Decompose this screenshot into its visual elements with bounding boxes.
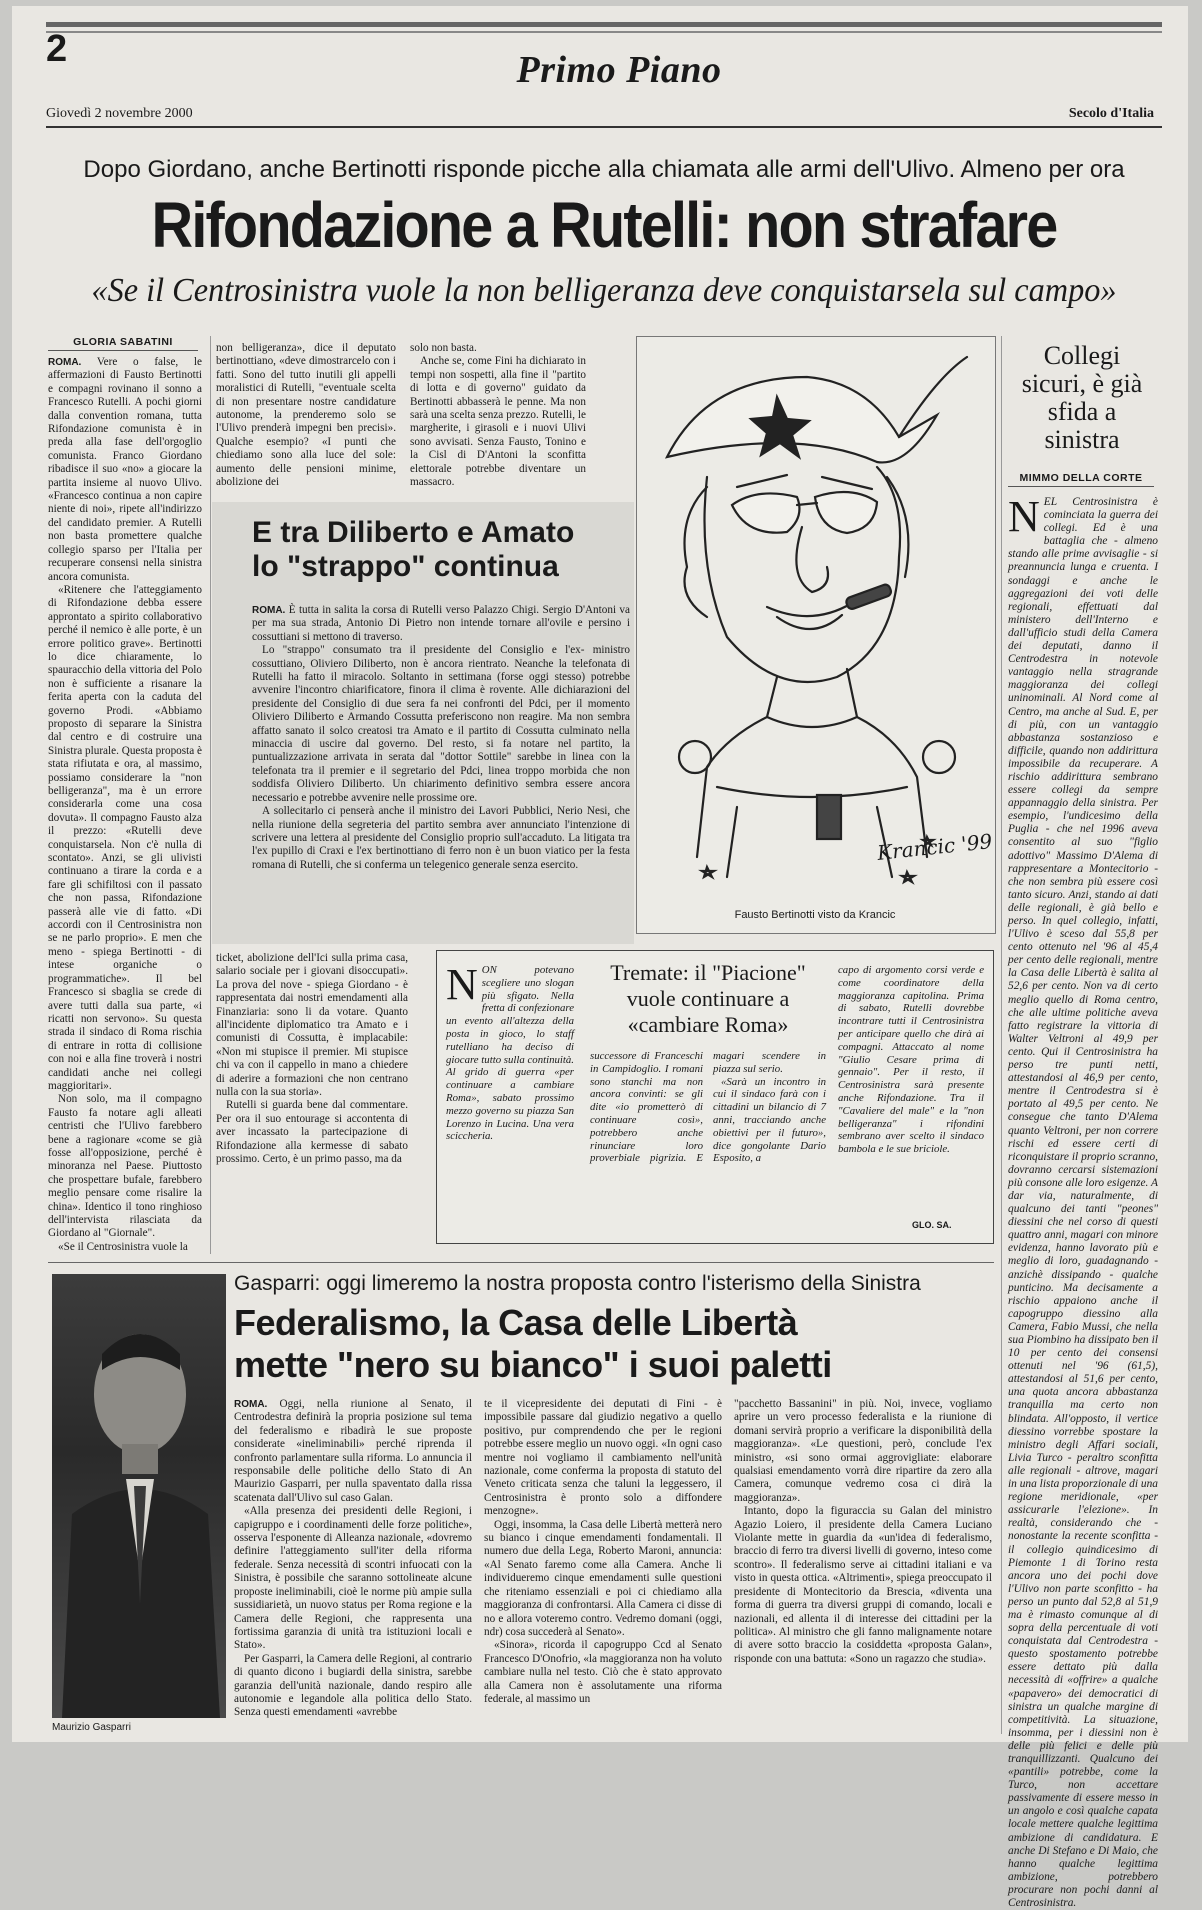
inset-headline-line1: E tra Diliberto e Amato <box>252 516 575 549</box>
lead-column-3 <box>410 342 586 492</box>
paragraph: capo di argomento corsi verde e come coordinatore della maggioranza capitolina. Prima di sabato, Rutelli dovrebbe incontrare tutti il Centrosinistra per anticipare quello che dirà ai compagni. Attaccato al nome "Giulio Cesare prima di gennaio". Per il resto, il Centrosinistra sarà presente anche Rifondazione. Tra il "Cavaliere del male" e la "non belligeranza" i rifondini sembrano aver scelto il sindaco bambola e le sue briciole. <box>838 964 984 1156</box>
paragraph: "pacchetto Bassanini" in più. Noi, invece, vogliamo aprire un vero processo federalista e la riunione di domani servirà proprio a verificare la disponibilità della maggioranza». «Le questioni, però, conclude l'ex ministro, «si sono ormai aggrovigliate: elaborare qualsiasi emendamento vorrà dire ripartire da zero alla Camera, comunque vedremo cosa ci dirà la maggioranza». <box>734 1398 992 1504</box>
paragraph: A sollecitarlo ci penserà anche il ministro dei Lavori Pubblici, Nerio Nesi, che nella riunione della segreteria del partito sembra aver annunciato l'intenzione di scrivere una lettera al presidente del Consiglio proprio sull'accaduto. La litigata tra l'ex pupillo di Craxi e l'ex bertinottiano di ferro non è un buon viatico per la festa romana di Rutelli, che si conferma un telegenico generale senza esercito. <box>252 805 630 871</box>
paragraph: «Alla presenza dei presidenti delle Regioni, i capigruppo e i coordinamenti delle forze politiche», osserva l'esponente di Alleanza nazionale, «dovremo definire l'atteggiamento sull'iter della riforma federale. Senza necessità di scontri infuocati con la Sinistra, è possibile che saranno sottolineate alcune proposte ineliminabili, cioè le norme più ampie sulla sussidiarietà, un nuovo status per Roma regione e la Camera delle Regioni, che rappresenta una fortissima garanzia di unità tra istituzioni locali e Stato». <box>234 1505 472 1652</box>
inset-dateline: ROMA. <box>252 605 286 616</box>
paragraph: te il vicepresidente dei deputati di Fini - è impossibile passare dal giudizio negativo a quello positivo, pur comprendendo che per le regioni potrebbe essere meglio un nuovo oggi. «In ogni caso mentre noi vogliamo il cambiamento nell'unità nazionale, come conferma la proposta di statuto del Veneto criticata senza che taluni la leggessero, il Centrosinistra è pronto solo a diffondere menzogne». <box>484 1398 722 1518</box>
paragraph: successore di Franceschi in Campidoglio. I romani sono stanchi ma non ancora convinti: se gli dite «io prometterò di continuare così», potrebbero anche rinunciare loro proverbiale pigrizia. E magari scendere in piazza sul serio. <box>590 1050 826 1165</box>
paragraph: ON potevano scegliere uno slogan più sfigato. Nella fretta di confezionare un evento all'altezza della posta in gioco, lo staff rutelliano ha deciso di giocare tutto sulla continuità. Al grido di guerra «per continuare a cambiare Roma», sabato prossimo mezzo governo su piazza San Lorenzo in Lucina. Una vera sciccheria. <box>446 964 574 1143</box>
tremate-dropcap: N <box>446 960 478 1009</box>
second-headline-line1: Federalismo, la Casa delle Libertà <box>234 1302 798 1343</box>
inset-headline <box>252 516 632 584</box>
second-headline-line2: mette "nero su bianco" i suoi paletti <box>234 1344 832 1385</box>
tremate-col-2 <box>590 1050 826 1232</box>
section-rule <box>48 1262 994 1263</box>
sidebar-body <box>1008 492 1158 1910</box>
page-number: 2 <box>46 28 68 70</box>
lead-column-lower <box>216 952 408 1248</box>
second-column-1 <box>234 1398 472 1734</box>
lead-subheadline: «Se il Centrosinistra vuole la non belligeranza deve conquistarsela sul campo» <box>91 272 1117 309</box>
masthead-rule <box>46 126 1162 128</box>
paragraph: Anche se, come Fini ha dichiarato in tempi non sospetti, alla fine il "partito di lotta e di governo" guidato da Bertinotti abbasserà le penne. Ma non sarà una scelta senza prezzo. Rutelli, le margherite, i girasoli e i nuovi Ulivi sono avvisati. Senza Fausto, Tonino e la Cisl di D'Antoni la sconfitta elettorale potrebbe diventare un massacro. <box>410 355 586 489</box>
paragraph: ticket, abolizione dell'Ici sulla prima casa, salario sociale per i giovani disoccupati». La prova del nove - spiega Giordano - è rappresentata dai nostri emendamenti alla Finanziaria: sono li da votare. Quanto all'incidente diplomatico tra Amato e i comunisti di Cossutta, è implacabile: «Non mi stupisce il premier. Mi stupisce chi va con il cappello in mano a chiedere di aderire a formazioni che non centrano nulla con la sua storia». <box>216 952 408 1099</box>
photo-gasparri <box>52 1274 226 1718</box>
paragraph: solo non basta. <box>410 342 477 354</box>
paragraph: «Se il Centrosinistra vuole la <box>58 1240 188 1253</box>
newspaper-page <box>12 6 1188 1910</box>
caricature-caption: Fausto Bertinotti visto da Krancic <box>734 909 896 921</box>
paragraph: Non solo, ma il compagno Fausto fa notare agli alleati centristi che l'Ulivo farebbero bene a ragionare «come se già fosse all'opposizione, perché è minoranza nel Paese. Piuttosto che prospettare bufale, farebbero meglio pensare come risalire la china». Identico il tono ringhioso dell'intervista rilasciata da Giordano al "Giornale". <box>48 1093 202 1240</box>
second-dateline: ROMA. <box>234 1399 268 1410</box>
top-rule <box>46 22 1162 27</box>
top-rule-thin <box>46 31 1162 33</box>
portrait-silhouette <box>52 1274 226 1718</box>
paragraph: non belligeranza», dice il deputato bertinottiano, «deve dimostrarcelo con i fatti. Sono del tutto inutili gli appelli moralistici di Rutelli, "eventuale scelta di non presentare nostre candidature autonome, la prenderemo solo se l'Ulivo prenderà impegni ben precisi». Qualche esempio? «I punti che chiediamo sono alla luce del sole: aumento delle pensioni minime, abolizione dei <box>216 342 396 489</box>
caricature-signature: Krancic '99 <box>876 829 994 865</box>
inset-headline-line2: lo "strappo" continua <box>252 550 559 583</box>
paragraph: Lo "strappo" consumato tra il presidente del Consiglio e l'ex- ministro cossuttiano, Oliviero Diliberto, non è ancora rientrato. Neanche la telefonata di Rutelli ha fatto il miracolo. Soltanto in settimana (forse oggi stesso) potrebbe avvenire l'incontro chiarificatore, finora il clima è rovente. Alle dichiarazioni del presidente del Consiglio di due sera fa nei confronti del Pdci, per il momento Oliviero Diliberto e Armando Cossutta preferiscono non reagire. Ma non sembra affatto sanato il solco creatosi tra Amato e il partito di Cossutta culminato nella minaccia di uscire dal governo. Del resto, si fa notare nel partito, la puntualizzazione arrivata in serata dal "dottor Sottile" sarebbe in linea con la telefonata tra il premier e il segretario del Pdci, linea troppo morbida che non soddisfa Oliviero Diliberto. Un chiarimento definitivo sembra essere ancora necessario e potrebbe avvenire nelle prossime ore. <box>252 644 630 804</box>
inset-body <box>252 604 630 934</box>
lead-byline: GLORIA SABATINI <box>48 336 198 351</box>
column-rule <box>1001 336 1002 1734</box>
sidebar-dropcap: N <box>1008 492 1040 541</box>
second-column-3 <box>734 1398 992 1734</box>
tremate-signature: GLO. SA. <box>912 1220 952 1230</box>
second-headline <box>234 1302 994 1386</box>
caricature-frame <box>636 336 996 934</box>
section-title: Primo Piano <box>516 49 722 91</box>
tremate-col-3 <box>838 964 984 1218</box>
lead-kicker: Dopo Giordano, anche Bertinotti risponde picche alla chiamata alle armi dell'Ulivo. Almeno per ora <box>83 156 1125 183</box>
paragraph: EL Centrosinistra è cominciata la guerra dei collegi. Ed è una battaglia che - almeno stando alle prime avvisaglie - si preannuncia lunga e cruenta. I sondaggi e anche le aggregazioni dei voti delle regionali, effettuati dal ministero dell'Interno e dall'ufficio studi della Camera dei deputati, danno il Centrodestra in notevole vantaggio nella stragrande maggioranza dei collegi uninominali. Al Nord come al Centro, ma anche al Sud. E, per di più, con un vantaggio abbastanza sostanzioso e difficile, quando non addirittura impossibile da recuperare. A rischio addirittura sembrano essere collegi da sempre appannaggio della sinistra. Per esempio, l'undicesimo della Puglia - che nel 1996 aveva consentito al suo "figlio adottivo" Massimo D'Alema di rappresentare a Montecitorio - che non sembra più essere così tanto sicuro. Anzi, stando ai dati delle regionali, è già bello e perso. In quel collegio, infatti, l'Ulivo è sceso dal 55,8 per cento ottenuto nel '96 al 45,4 per cento delle regionali, mentre la Casa delle Libertà è salita al 52,6 per cento. Non va di certo meglio quello di Roma centro, che alle ultime politiche aveva fatto registrare la vittoria di Walter Veltroni al 49,9 per cento. Qui il Centrosinistra ha perso tre punti netti, attestandosi al 46,9 per cento, mentre il Centrodestra si è portato al 49,5 per cento. Ne consegue che tanto D'Alema quanto Veltroni, per non correre rischi ed essere certi di riconquistare il proprio scranno, dovranno cercarsi sistemazioni più consone alle loro esigenze. A dar via, naturalmente, di qualcuno dei tanti "peones" diessini che nel corso di questi quattro anni, magari con minore evidenza, hanno lavorato più e meglio di loro, guadagnando - anzichè dissipando - qualche punticino. Ma decisamente a rischio appaiono anche il capogruppo diessino alla Camera, Fabio Mussi, che nella sua Piombino ha dissipato ben il 10 per cento dei consensi ottenuti nel '96 (61,5), attestandosi al 51,6 per cento, una quota ancora abbastanza tranquilla ma certo non blindata. All'opposto, il vertice diessino vorrebbe spostare la ministro degli Affari sociali, Livia Turco - peraltro sconfitta alle regionali - altrove, magari in una lista proporzionale di una regione meridionale, «per assicurarle l'elezione». In realtà, considerando che - nonostante la recente sconfitta - il collegio quindicesimo di Piemonte 1 di Torino resta ancora uno dei pochi dove l'Ulivo non parte sconfitto - ha perso un punto dal 52,8 al 51,9 ma è rimasto comunque al di sopra della percentuale di voti conquistata dal Centrodestra - questo spostamento potrebbe essere dettato più dalla necessità di «offrire» a qualche «papavero» dei democratici di sinistra un qualche margine di competitività. La situazione, insomma, per i diessini non è delle più felici e delle più tranquillizzanti. Qualcuno dei «pantili» potrebbe, come la Turco, non accettare passivamente di essere messo in un angolo e così qualche capata locale mettere qualche legittima ambizione di candidatura. E anche Di Stefano e Di Maio, che hanno qualche legittima ambizione, potrebbero procurare non pochi danni al Centrosinistra. <box>1008 496 1158 1910</box>
lead-column-2 <box>216 342 396 492</box>
publication-date: Giovedì 2 novembre 2000 <box>46 106 193 121</box>
tremate-col-1 <box>446 960 574 1230</box>
paragraph: Oggi, insomma, la Casa delle Libertà metterà nero su bianco i cinque emendamenti fondamentali. Il numero due della Lega, Roberto Maroni, annuncia: «Al Senato faremo come alla Camera. Anche li individueremo cinque emendamenti sulle questioni che riteniamo essenziali e poi ci chiediamo alla maggioranza di confrontarsi. Alla Camera ci disse di no e allora voteremo contro. Vedremo domani (oggi, ndr) cosa succederà al Senato». <box>484 1518 722 1638</box>
paragraph: «Sarà un incontro in cui il sindaco farà con i cittadini un bilancio di 7 anni, tracciando anche obiettivi per il futuro», dice gongolante Dario Esposito, a <box>713 1075 826 1165</box>
caricature-drawing <box>637 337 993 897</box>
paper-name: Secolo d'Italia <box>1068 106 1154 121</box>
paragraph: Oggi, nella riunione al Senato, il Centrodestra definirà la propria posizione sul tema del federalismo e ribadirà le sue proposte considerate «ineliminabili» perché riprenda il confronto parlamentare sulla riforma. Lo annuncia il responsabile delle politiche dello Stato di An Maurizio Gasparri, per nulla spaventato dalla rissa scatenata dall'Ulivo sul caso Galan. <box>234 1398 472 1504</box>
lead-dateline: ROMA. <box>48 357 82 368</box>
sidebar-byline: MIMMO DELLA CORTE <box>1008 472 1154 487</box>
paragraph: Rutelli si guarda bene dal commentare. Per ora il suo entourage si accontenta di aver incassato la partecipazione di Rifondazione alla kermesse di sabato prossimo. Certo, è un primo passo, ma da <box>216 1099 408 1166</box>
second-column-2 <box>484 1398 722 1734</box>
paragraph: Intanto, dopo la figuraccia su Galan del ministro Agazio Loiero, il presidente della Camera Luciano Violante mette in guardia da «un'idea di federalismo, braccio di ferro tra diversi livelli di governo, inteso come scontro». Il federalismo serve ai cittadini italiani e va visto in questa ottica. «Altrimenti», spiega preoccupato il presidente di Montecitorio da Brescia, «diventa una forma di guerra tra diversi gruppi di comando, locali e nazionali, ed allenta il di interesse dei cittadini per la politica». Al ministro che gli fanno malignamente notare di avere sotto braccio la cosiddetta «proposta Galan», risponde con una battuta: «Sono un ragazzo che studia». <box>734 1505 992 1665</box>
paragraph: «Sinora», ricorda il capogruppo Ccd al Senato Francesco D'Onofrio, «la maggioranza non ha voluto cambiare nulla nel testo. Ciò che è stato approvato alla Camera non è assolutamente una riforma federale, al massimo un <box>484 1639 722 1705</box>
tremate-headline: Tremate: il "Piacione" vuole continuare a «cambiare Roma» <box>610 960 806 1037</box>
sidebar-headline: Collegi sicuri, è già sfida a sinistra <box>1021 341 1143 454</box>
second-kicker: Gasparri: oggi limeremo la nostra proposta contro l'isterismo della Sinistra <box>234 1272 921 1295</box>
paragraph: Per Gasparri, la Camera delle Regioni, al contrario di quanto dicono i bugiardi della sinistra, sarebbe garanzia dell'unità nazionale, dando respiro alle autonomie e legandole alla politica dello Stato. Senza questi emendamenti «avrebbe <box>234 1652 472 1719</box>
lead-headline: Rifondazione a Rutelli: non strafare <box>151 189 1057 261</box>
photo-caption: Maurizio Gasparri <box>52 1722 131 1733</box>
paragraph: È tutta in salita la corsa di Rutelli verso Palazzo Chigi. Sergio D'Antoni va per ma sua strada, Antonio Di Pietro non intende tornare all'ovile e persino i cossuttiani si mettono di traverso. <box>252 604 630 643</box>
column-rule <box>210 336 211 1254</box>
paragraph: Vere o false, le affermazioni di Fausto Bertinotti e compagni rovinano il sonno a Francesco Rutelli. A pochi giorni dalla convention romana, tutta Rifondazione comunista è in preda alla fase dell'orgoglio comunista. Franco Giordano ribadisce il suo «no» a giocare la partita insieme al nuovo Ulivo. «Francesco continua a non capire niente di noi», ripete all'indirizzo del candidato premier. A Rutelli non basta promettere qualche collegio sparso per l'Italia per recuperare consensi nella sinistra ancora comunista. <box>48 356 202 583</box>
paragraph: «Ritenere che l'atteggiamento di Rifondazione debba essere approntato a spirito collaborativo perché il nemico è alle porte, è un errore politico grave». Bertinotti lo dice chiaramente, lo spauracchio della vittoria del Polo non è sufficiente a risanare la ferita aperta con la caduta del governo Prodi. «Abbiamo proposto di separare la Sinistra dal centro e di costruire una Sinistra plurale. Questa proposta è stata rifiutata e ora, al massimo, possiamo considerare la "non belligeranza", ma è un errore considerarla come una cosa dovuta». Il compagno Fausto alza il prezzo: «Rutelli deve conquistarsela. Non c'è nulla di scontato». Anzi, se gli ulivisti continuano a tirare la corda e a fare gli schifiltosi con il passato che non passa, Rifondazione passerà alle vie di fatto. «Di accordi con il Centrosinistra non se ne parlo proprio». E men che meno - spiega Bertinotti - di intese organiche o programmatiche». Il bel Francesco si sbaglia se crede di avere tutti dalla sua parte, «i ricatti non servono». Su questa strada il sindaco di Roma rischia di entrare in rotta di collisione con noi e alla fine troverà i nostri candidati anche nei collegi maggioritari». <box>48 583 202 1092</box>
